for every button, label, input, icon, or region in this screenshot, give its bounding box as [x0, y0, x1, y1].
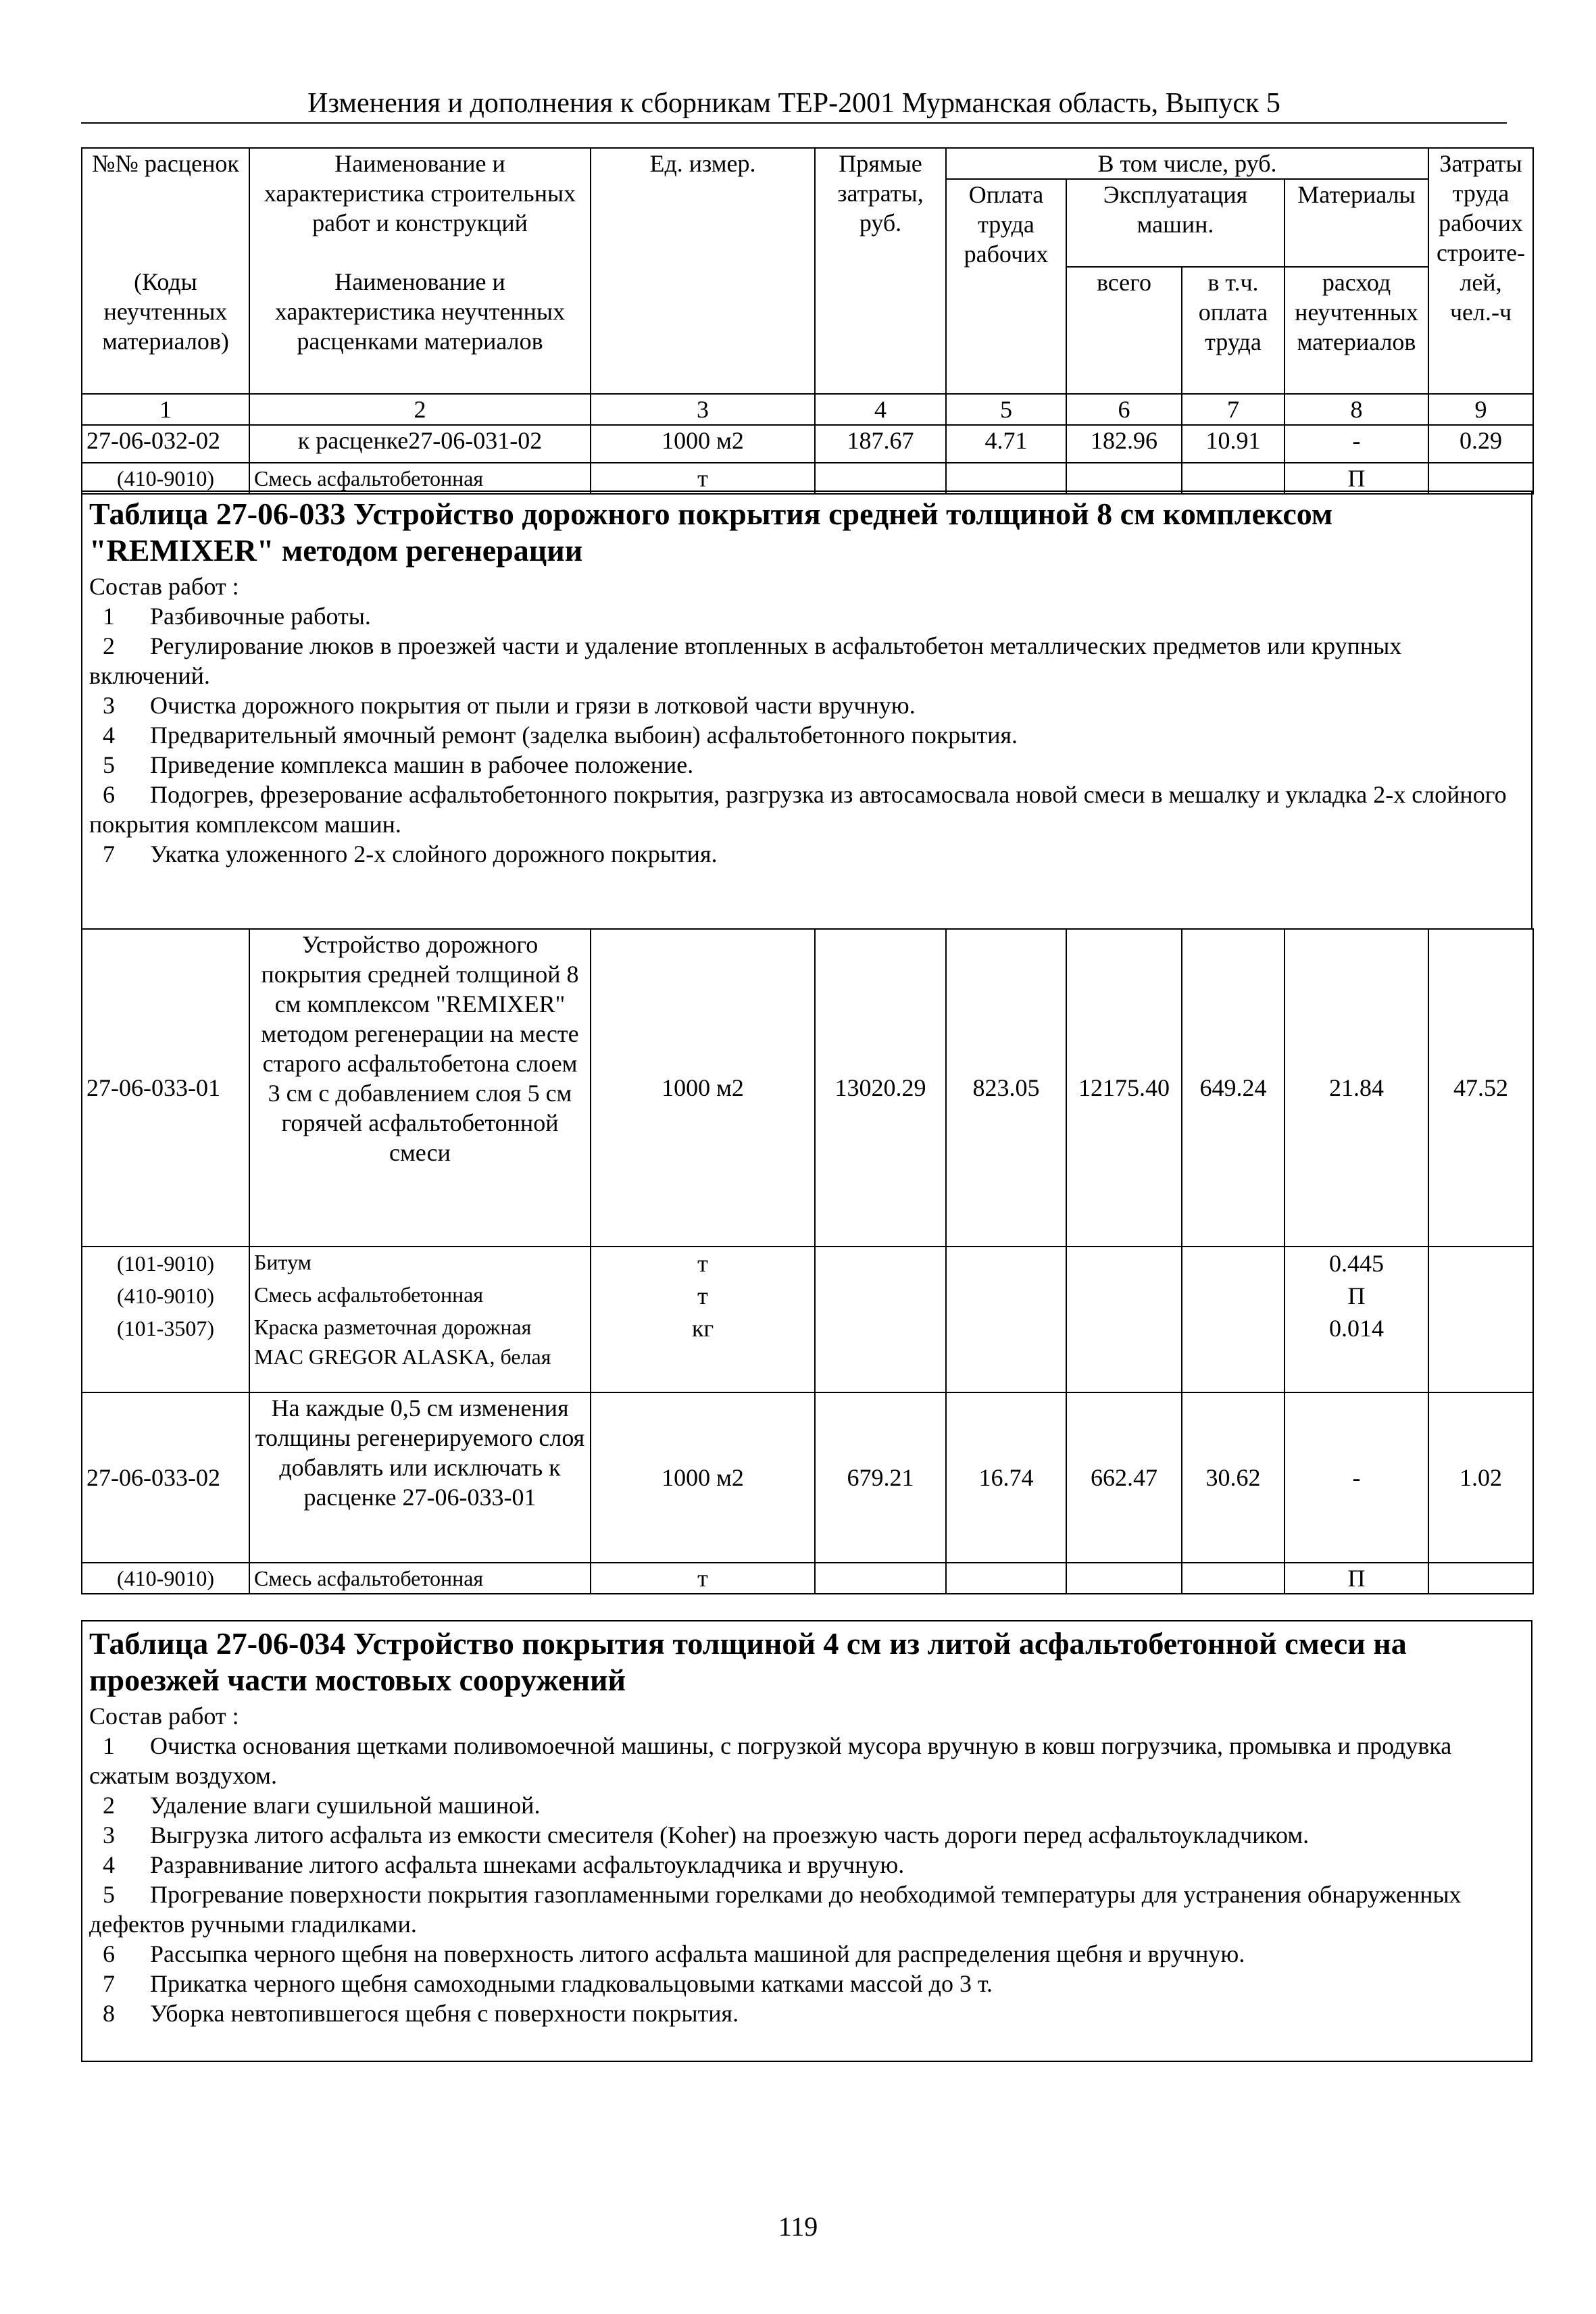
materials-cost: 21.84: [1285, 929, 1428, 1247]
col7-header: в т.ч. оплата труда: [1182, 267, 1285, 394]
direct-cost: 187.67: [815, 425, 946, 463]
table-033-section: [81, 491, 1532, 930]
incl-header: В том числе, руб.: [946, 148, 1428, 179]
table-034-title: Таблица 27-06-034 Устройство покрытия толщиной 4 см из литой асфальтобетонной смеси на проезжей части мостовых сооружений: [89, 1626, 1407, 1697]
col8-header-a: Материалы: [1285, 179, 1428, 267]
table-row: [82, 929, 1533, 1247]
work-item: 6 Подогрев, фрезерование асфальтобетонного покрытия, разгрузка из автосамосвала новой смеси в мешалку и укладка 2-х слойного покрытия комплексом машин.: [89, 781, 1507, 838]
machine-cost: 182.96: [1066, 425, 1182, 463]
col1-header-a: №№ расценок: [82, 148, 249, 267]
rate-code: 27-06-033-02: [82, 1392, 249, 1563]
work-item: 7 Прикатка черного щебня самоходными гладковальцовыми катками массой до 3 т.: [103, 1970, 993, 1997]
works-label: Состав работ :: [89, 573, 239, 600]
material-name: Смесь асфальтобетонная: [249, 1563, 591, 1594]
header-rule: [81, 122, 1507, 124]
materials-block: [82, 1247, 1533, 1392]
col-number: 9: [1428, 394, 1533, 425]
rate-name: Устройство дорожного покрытия средней толщиной 8 см комплексом "REMIXER" методом регенерации на месте старого асфальтобетона слоем 3 см с добавлением слоя 5 см горячей асфальтобетонной смеси: [249, 929, 591, 1247]
labor-cost: 16.74: [946, 1392, 1066, 1563]
col-number: 4: [815, 394, 946, 425]
machine-labor-cost: 30.62: [1182, 1392, 1285, 1563]
material-names: Битум Смесь асфальтобетонная Краска разметочная дорожная MAC GREGOR ALASKA, белая: [249, 1247, 591, 1392]
rate-unit: 1000 м2: [591, 425, 815, 463]
material-value: П: [1285, 1563, 1428, 1594]
col-number: 5: [946, 394, 1066, 425]
material-name: Смесь асфальтобетонная: [249, 463, 591, 494]
materials-cost: -: [1285, 1392, 1428, 1563]
rate-name: к расценке27-06-031-02: [249, 425, 591, 463]
table-row: [82, 425, 1533, 463]
work-item: 4 Предварительный ямочный ремонт (заделка выбоин) асфальтобетонного покрытия.: [103, 722, 1018, 749]
rate-name: На каждые 0,5 см изменения толщины регенерируемого слоя добавлять или исключать к расценке 27-06-033-01: [249, 1392, 591, 1563]
col-number: 7: [1182, 394, 1285, 425]
col4-header: Прямые затраты, руб.: [815, 148, 946, 394]
work-item: 4 Разравнивание литого асфальта шнеками асфальтоукладчика и вручную.: [103, 1851, 905, 1878]
work-item: 3 Очистка дорожного покрытия от пыли и грязи в лотковой части вручную.: [103, 692, 916, 719]
col6-group-header: Эксплуатация машин.: [1066, 179, 1285, 267]
col-number: 3: [591, 394, 815, 425]
col9-header: Затраты труда рабочих строите-лей, чел.-ч: [1428, 148, 1533, 394]
table-033-rows: [81, 928, 1534, 1594]
col1-header-b: (Коды неучтенных материалов): [82, 267, 249, 394]
machine-labor-cost: 649.24: [1182, 929, 1285, 1247]
table-034-section: [81, 1620, 1532, 2062]
col3-header: Ед. измер.: [591, 148, 815, 394]
labor-hours: 0.29: [1428, 425, 1533, 463]
col-number: 1: [82, 394, 249, 425]
col5-header: Оплата труда рабочих: [946, 179, 1066, 394]
material-unit: т: [591, 1563, 815, 1594]
page-number: 119: [778, 2211, 818, 2242]
col2-header-a: Наименование и характеристика строительных работ и конструкций: [249, 148, 591, 267]
machine-labor-cost: 10.91: [1182, 425, 1285, 463]
material-row: [82, 463, 1533, 494]
col6-header: всего: [1066, 267, 1182, 394]
rate-code: 27-06-032-02: [82, 425, 249, 463]
material-values: 0.445 П 0.014: [1285, 1247, 1428, 1392]
machine-cost: 662.47: [1066, 1392, 1182, 1563]
work-item: 6 Рассыпка черного щебня на поверхность литого асфальта машиной для распределения щебня и вручную.: [103, 1940, 1245, 1967]
material-unit: т: [591, 463, 815, 494]
col-number: 6: [1066, 394, 1182, 425]
work-item: 2 Удаление влаги сушильной машиной.: [103, 1792, 541, 1819]
labor-cost: 4.71: [946, 425, 1066, 463]
col-number: 2: [249, 394, 591, 425]
work-item: 1 Очистка основания щетками поливомоечной машины, с погрузкой мусора вручную в ковш погрузчика, промывка и продувка сжатым воздухом.: [89, 1732, 1452, 1789]
work-item: 2 Регулирование люков в проезжей части и удаление втопленных в асфальтобетон металлических предметов или крупных включений.: [89, 632, 1402, 689]
col2-header-b: Наименование и характеристика неучтенных расценками материалов: [249, 267, 591, 394]
labor-cost: 823.05: [946, 929, 1066, 1247]
materials-cost: -: [1285, 425, 1428, 463]
rate-unit: 1000 м2: [591, 929, 815, 1247]
material-units: т т кг: [591, 1247, 815, 1392]
machine-cost: 12175.40: [1066, 929, 1182, 1247]
work-item: 8 Уборка невтопившегося щебня с поверхности покрытия.: [103, 2000, 739, 2027]
table-row: [82, 1392, 1533, 1563]
works-label: Состав работ :: [89, 1703, 239, 1730]
work-item: 5 Приведение комплекса машин в рабочее положение.: [103, 751, 694, 778]
work-item: 1 Разбивочные работы.: [103, 603, 371, 630]
table-033-title: Таблица 27-06-033 Устройство дорожного покрытия средней толщиной 8 см комплексом "REMIXER" методом регенерации: [89, 497, 1333, 568]
material-value: П: [1285, 463, 1428, 494]
work-item: 3 Выгрузка литого асфальта из емкости смесителя (Koher) на проезжую часть дороги перед асфальтоукладчиком.: [103, 1821, 1310, 1848]
header-table: [81, 147, 1534, 495]
rate-code: 27-06-033-01: [82, 929, 249, 1247]
labor-hours: 1.02: [1428, 1392, 1533, 1563]
material-code: (410-9010): [82, 1563, 249, 1594]
direct-cost: 13020.29: [815, 929, 946, 1247]
col8-header-b: расход неучтенных материалов: [1285, 267, 1428, 394]
labor-hours: 47.52: [1428, 929, 1533, 1247]
col-number: 8: [1285, 394, 1428, 425]
material-code: (410-9010): [82, 463, 249, 494]
rate-unit: 1000 м2: [591, 1392, 815, 1563]
work-item: 5 Прогревание поверхности покрытия газопламенными горелками до необходимой температуры для устранения обнаруженных дефектов ручными гладилками.: [89, 1881, 1462, 1938]
direct-cost: 679.21: [815, 1392, 946, 1563]
page-header: Изменения и дополнения к сборникам ТЕР-2001 Мурманская область, Выпуск 5: [307, 88, 1280, 119]
work-item: 7 Укатка уложенного 2-х слойного дорожного покрытия.: [103, 840, 718, 867]
material-row: [82, 1563, 1533, 1594]
material-codes: (101-9010) (410-9010) (101-3507): [82, 1247, 249, 1392]
